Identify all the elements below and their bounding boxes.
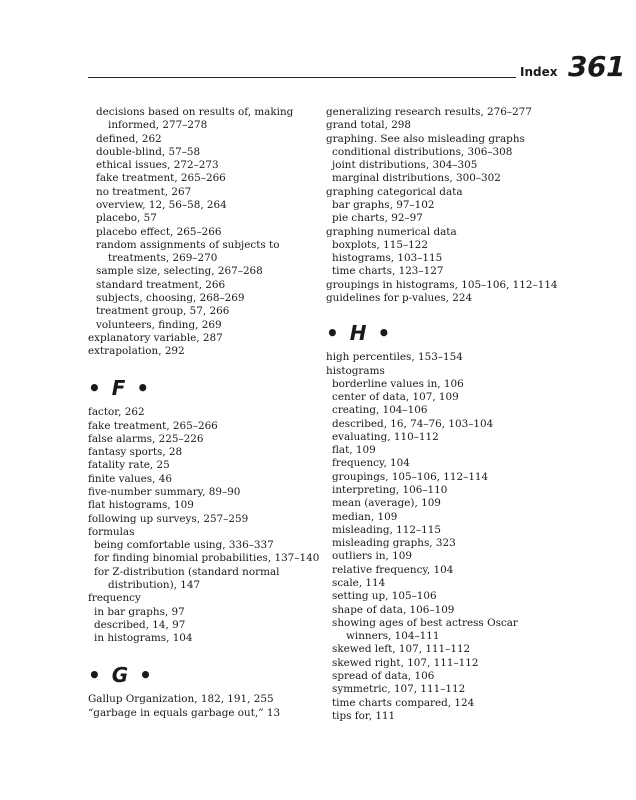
index-entry: flat histograms, 109 bbox=[88, 499, 194, 512]
index-subentry: fake treatment, 265–266 bbox=[96, 172, 226, 185]
index-subentry: double-blind, 57–58 bbox=[96, 145, 201, 158]
index-subentry: histograms, 103–115 bbox=[332, 252, 443, 265]
index-entry: five-number summary, 89–90 bbox=[88, 486, 241, 499]
index-subentry: groupings, 105–106, 112–114 bbox=[332, 470, 489, 483]
section-label: Index bbox=[520, 65, 558, 79]
index-entry: histograms bbox=[326, 364, 385, 377]
index-subentry: subjects, choosing, 268–269 bbox=[96, 291, 245, 304]
index-subentry: joint distributions, 304–305 bbox=[332, 159, 478, 172]
index-subentry: skewed left, 107, 111–112 bbox=[332, 643, 471, 656]
index-subentry: defined, 262 bbox=[96, 132, 162, 145]
index-subentry: mean (average), 109 bbox=[332, 497, 441, 510]
index-subentry: in histograms, 104 bbox=[94, 632, 193, 645]
index-subentry: boxplots, 115–122 bbox=[332, 238, 428, 251]
index-entry: fantasy sports, 28 bbox=[88, 446, 183, 459]
index-entry: grand total, 298 bbox=[326, 119, 412, 132]
index-subentry: shape of data, 106–109 bbox=[332, 603, 455, 616]
continuation-text: informed, 277–278 bbox=[108, 119, 208, 132]
index-subentry: symmetric, 107, 111–112 bbox=[332, 683, 466, 696]
index-subentry: standard treatment, 266 bbox=[96, 278, 226, 291]
index-subentry: for finding binomial probabilities, 137–140 bbox=[94, 552, 320, 565]
index-subentry: no treatment, 267 bbox=[96, 185, 192, 198]
index-subentry: being comfortable using, 336–337 bbox=[94, 539, 274, 552]
index-entry: high percentiles, 153–154 bbox=[326, 351, 463, 364]
index-entry: factor, 262 bbox=[88, 406, 145, 419]
index-subentry: misleading graphs, 323 bbox=[332, 537, 456, 550]
letter-heading-h: • H • bbox=[326, 321, 393, 346]
index-subentry: ethical issues, 272–273 bbox=[96, 159, 219, 172]
index-subentry: setting up, 105–106 bbox=[332, 590, 437, 603]
index-entry: false alarms, 225–226 bbox=[88, 432, 204, 445]
index-subentry: described, 16, 74–76, 103–104 bbox=[332, 417, 494, 430]
index-subentry: time charts, 123–127 bbox=[332, 265, 444, 278]
index-entry: extrapolation, 292 bbox=[88, 345, 185, 358]
index-subentry: relative frequency, 104 bbox=[332, 563, 454, 576]
index-subentry: scale, 114 bbox=[332, 577, 386, 589]
letter-heading-g: • G • bbox=[88, 663, 154, 688]
index-subentry-continuation: distribution), 147 bbox=[108, 579, 201, 591]
index-entry: generalizing research results, 276–277 bbox=[326, 106, 532, 118]
index-subentry: treatment group, 57, 266 bbox=[96, 305, 230, 318]
index-subentry: decisions based on results of, making bbox=[96, 106, 294, 118]
index-subentry: sample size, selecting, 267–268 bbox=[96, 265, 263, 278]
index-subentry-continuation: winners, 104–111 bbox=[346, 630, 440, 643]
page-number: 361 bbox=[568, 50, 625, 83]
index-entry: explanatory variable, 287 bbox=[88, 331, 223, 344]
index-subentry: marginal distributions, 300–302 bbox=[332, 172, 501, 185]
header-rule bbox=[88, 77, 516, 78]
index-subentry: borderline values in, 106 bbox=[332, 377, 464, 390]
index-subentry: for Z-distribution (standard normal bbox=[94, 565, 280, 578]
index-column-right bbox=[326, 106, 566, 723]
index-entry: graphing categorical data bbox=[326, 185, 463, 198]
index-entry: frequency bbox=[88, 592, 141, 605]
index-subentry: outliers in, 109 bbox=[332, 550, 412, 563]
index-subentry: frequency, 104 bbox=[332, 457, 410, 470]
index-subentry: described, 14, 97 bbox=[94, 618, 186, 631]
index-subentry: center of data, 107, 109 bbox=[332, 391, 459, 404]
index-subentry: random assignments of subjects to bbox=[96, 238, 280, 251]
index-subentry: creating, 104–106 bbox=[332, 404, 428, 417]
index-subentry: showing ages of best actress Oscar bbox=[332, 616, 518, 629]
index-subentry: pie charts, 92–97 bbox=[332, 212, 423, 225]
index-entry: graphing. See also misleading graphs bbox=[326, 132, 525, 145]
index-entry: formulas bbox=[88, 525, 135, 538]
index-subentry: placebo effect, 265–266 bbox=[96, 225, 222, 238]
index-entry: guidelines for p-values, 224 bbox=[326, 291, 473, 304]
index-subentry: interpreting, 106–110 bbox=[332, 484, 448, 497]
index-subentry: flat, 109 bbox=[332, 444, 376, 457]
index-subentry: time charts compared, 124 bbox=[332, 696, 475, 709]
index-entry: Gallup Organization, 182, 191, 255 bbox=[88, 693, 274, 706]
index-subentry: volunteers, finding, 269 bbox=[96, 318, 222, 331]
index-entry: fatality rate, 25 bbox=[88, 459, 170, 472]
letter-heading-f: • F • bbox=[88, 376, 152, 401]
index-subentry: conditional distributions, 306–308 bbox=[332, 145, 513, 158]
index-entry: fake treatment, 265–266 bbox=[88, 419, 218, 432]
index-subentry: placebo, 57 bbox=[96, 212, 157, 225]
index-subentry: skewed right, 107, 111–112 bbox=[332, 656, 479, 669]
index-entry: “garbage in equals garbage out,” 13 bbox=[88, 706, 281, 719]
index-column-left bbox=[88, 106, 320, 720]
index-entry: following up surveys, 257–259 bbox=[88, 512, 249, 525]
index-entry: graphing numerical data bbox=[326, 225, 457, 238]
index-subentry: misleading, 112–115 bbox=[332, 523, 441, 536]
index-subentry: tips for, 111 bbox=[332, 709, 396, 722]
index-subentry-continuation: treatments, 269–270 bbox=[108, 252, 218, 265]
index-subentry-continuation bbox=[88, 119, 320, 132]
index-subentry: evaluating, 110–112 bbox=[332, 430, 439, 443]
index-entry: groupings in histograms, 105–106, 112–114 bbox=[326, 278, 558, 291]
index-subentry: in bar graphs, 97 bbox=[94, 605, 185, 618]
index-subentry: spread of data, 106 bbox=[332, 669, 435, 682]
index-subentry: bar graphs, 97–102 bbox=[332, 198, 435, 211]
index-entry: finite values, 46 bbox=[88, 472, 172, 485]
index-subentry: overview, 12, 56–58, 264 bbox=[96, 198, 227, 211]
index-subentry: median, 109 bbox=[332, 510, 398, 523]
